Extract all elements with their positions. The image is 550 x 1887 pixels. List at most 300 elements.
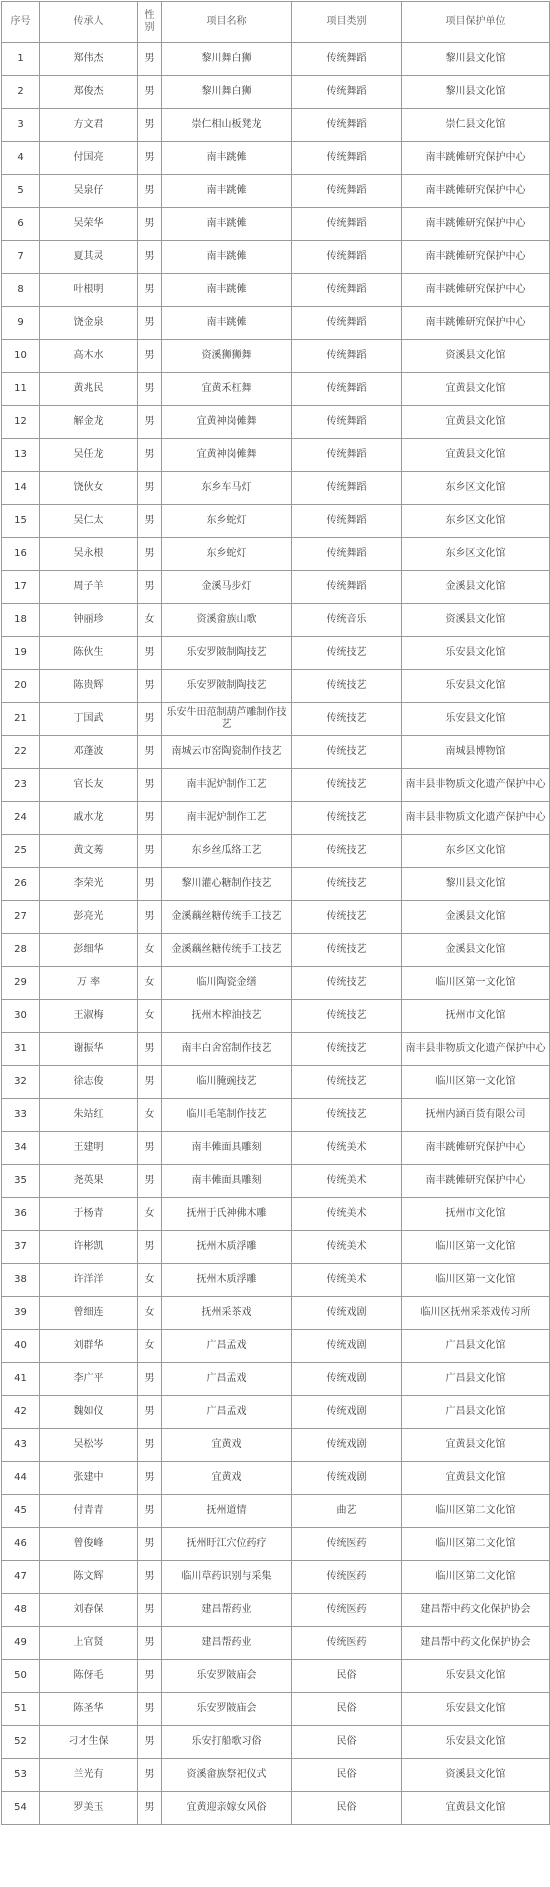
cell-gender: 男	[138, 835, 162, 868]
cell-project-name: 广昌孟戏	[162, 1363, 292, 1396]
cell-protection-unit: 黎川县文化馆	[402, 868, 550, 901]
cell-protection-unit: 乐安县文化馆	[402, 1660, 550, 1693]
cell-project-name: 建昌帮药业	[162, 1627, 292, 1660]
cell-project-category: 传统美术	[292, 1198, 402, 1231]
table-row	[2, 241, 550, 274]
cell-inheritor: 罗美玉	[40, 1792, 138, 1825]
cell-project-category: 民俗	[292, 1759, 402, 1792]
cell-project-name: 建昌帮药业	[162, 1594, 292, 1627]
cell-index: 26	[2, 868, 40, 901]
table-body	[2, 43, 550, 1825]
cell-index: 32	[2, 1066, 40, 1099]
cell-inheritor: 刘春保	[40, 1594, 138, 1627]
cell-protection-unit: 东乡区文化馆	[402, 538, 550, 571]
cell-index: 43	[2, 1429, 40, 1462]
cell-project-name: 抚州采茶戏	[162, 1297, 292, 1330]
cell-project-category: 传统舞蹈	[292, 472, 402, 505]
cell-gender: 男	[138, 1066, 162, 1099]
cell-gender: 男	[138, 571, 162, 604]
cell-project-name: 乐安罗陂庙会	[162, 1660, 292, 1693]
cell-inheritor: 曾细连	[40, 1297, 138, 1330]
table-row	[2, 571, 550, 604]
cell-project-category: 传统戏剧	[292, 1396, 402, 1429]
cell-protection-unit: 广昌县文化馆	[402, 1330, 550, 1363]
table-row	[2, 1396, 550, 1429]
cell-gender: 男	[138, 802, 162, 835]
cell-index: 28	[2, 934, 40, 967]
table-row	[2, 1000, 550, 1033]
cell-index: 13	[2, 439, 40, 472]
cell-project-name: 广昌孟戏	[162, 1330, 292, 1363]
cell-protection-unit: 临川区第二文化馆	[402, 1528, 550, 1561]
cell-gender: 男	[138, 1462, 162, 1495]
cell-gender: 男	[138, 1660, 162, 1693]
cell-project-category: 民俗	[292, 1660, 402, 1693]
cell-project-name: 黎川舞白狮	[162, 76, 292, 109]
cell-inheritor: 陈伙生	[40, 637, 138, 670]
cell-inheritor: 陈文辉	[40, 1561, 138, 1594]
table-row	[2, 472, 550, 505]
cell-project-name: 南丰白舍窑制作技艺	[162, 1033, 292, 1066]
table-row	[2, 538, 550, 571]
cell-project-name: 南丰跳傩	[162, 142, 292, 175]
cell-protection-unit: 广昌县文化馆	[402, 1363, 550, 1396]
table-row	[2, 1231, 550, 1264]
cell-index: 41	[2, 1363, 40, 1396]
cell-inheritor: 彭细华	[40, 934, 138, 967]
table-row	[2, 703, 550, 736]
cell-protection-unit: 抚州内涵百货有限公司	[402, 1099, 550, 1132]
cell-index: 40	[2, 1330, 40, 1363]
cell-protection-unit: 南丰跳傩研究保护中心	[402, 208, 550, 241]
table-row	[2, 769, 550, 802]
cell-index: 10	[2, 340, 40, 373]
cell-project-category: 传统戏剧	[292, 1297, 402, 1330]
cell-index: 49	[2, 1627, 40, 1660]
cell-inheritor: 陈贵辉	[40, 670, 138, 703]
cell-inheritor: 吴任龙	[40, 439, 138, 472]
cell-project-name: 南丰跳傩	[162, 208, 292, 241]
cell-inheritor: 李荣光	[40, 868, 138, 901]
cell-inheritor: 邓蓬波	[40, 736, 138, 769]
cell-inheritor: 钟丽珍	[40, 604, 138, 637]
table-row	[2, 505, 550, 538]
cell-project-category: 传统技艺	[292, 1099, 402, 1132]
cell-project-name: 资溪畲族祭祀仪式	[162, 1759, 292, 1792]
cell-protection-unit: 资溪县文化馆	[402, 604, 550, 637]
cell-index: 22	[2, 736, 40, 769]
cell-inheritor: 付青青	[40, 1495, 138, 1528]
cell-protection-unit: 临川区第二文化馆	[402, 1495, 550, 1528]
cell-gender: 男	[138, 1693, 162, 1726]
cell-inheritor: 谢振华	[40, 1033, 138, 1066]
cell-protection-unit: 建昌帮中药文化保护协会	[402, 1594, 550, 1627]
cell-project-category: 传统舞蹈	[292, 175, 402, 208]
cell-project-name: 乐安罗陂制陶技艺	[162, 670, 292, 703]
cell-gender: 男	[138, 406, 162, 439]
cell-project-category: 传统舞蹈	[292, 571, 402, 604]
cell-gender: 男	[138, 1132, 162, 1165]
table-row	[2, 1033, 550, 1066]
cell-index: 31	[2, 1033, 40, 1066]
cell-gender: 男	[138, 670, 162, 703]
cell-protection-unit: 建昌帮中药文化保护协会	[402, 1627, 550, 1660]
cell-inheritor: 许彬凯	[40, 1231, 138, 1264]
cell-project-name: 乐安打船歌习俗	[162, 1726, 292, 1759]
cell-index: 52	[2, 1726, 40, 1759]
table-row	[2, 802, 550, 835]
cell-index: 8	[2, 274, 40, 307]
cell-inheritor: 刘群华	[40, 1330, 138, 1363]
cell-project-category: 传统技艺	[292, 703, 402, 736]
cell-project-name: 临川陶瓷金缮	[162, 967, 292, 1000]
cell-inheritor: 戚水龙	[40, 802, 138, 835]
cell-protection-unit: 南丰跳傩研究保护中心	[402, 1165, 550, 1198]
cell-protection-unit: 南丰县非物质文化遗产保护中心	[402, 1033, 550, 1066]
cell-index: 4	[2, 142, 40, 175]
table-row	[2, 1528, 550, 1561]
cell-gender: 女	[138, 1264, 162, 1297]
cell-inheritor: 饶金泉	[40, 307, 138, 340]
cell-project-name: 抚州盱江穴位药疗	[162, 1528, 292, 1561]
cell-project-name: 抚州木质浮雕	[162, 1264, 292, 1297]
cell-project-name: 乐安罗陂制陶技艺	[162, 637, 292, 670]
cell-gender: 女	[138, 604, 162, 637]
cell-index: 3	[2, 109, 40, 142]
table-row	[2, 835, 550, 868]
cell-index: 54	[2, 1792, 40, 1825]
cell-project-category: 传统音乐	[292, 604, 402, 637]
table-row	[2, 1495, 550, 1528]
cell-inheritor: 官长友	[40, 769, 138, 802]
cell-index: 42	[2, 1396, 40, 1429]
cell-inheritor: 王建明	[40, 1132, 138, 1165]
cell-project-name: 黎川灌心糖制作技艺	[162, 868, 292, 901]
cell-project-name: 崇仁相山板凳龙	[162, 109, 292, 142]
cell-protection-unit: 金溪县文化馆	[402, 901, 550, 934]
cell-inheritor: 吴荣华	[40, 208, 138, 241]
table-row	[2, 43, 550, 76]
cell-index: 35	[2, 1165, 40, 1198]
cell-inheritor: 丁国武	[40, 703, 138, 736]
cell-protection-unit: 崇仁县文化馆	[402, 109, 550, 142]
cell-project-name: 乐安牛田范制葫芦雕制作技艺	[162, 703, 292, 736]
cell-protection-unit: 黎川县文化馆	[402, 43, 550, 76]
header-protection-unit: 项目保护单位	[402, 2, 550, 43]
cell-project-name: 临川草药识别与采集	[162, 1561, 292, 1594]
cell-project-category: 传统技艺	[292, 736, 402, 769]
cell-index: 33	[2, 1099, 40, 1132]
cell-index: 53	[2, 1759, 40, 1792]
cell-protection-unit: 南丰跳傩研究保护中心	[402, 241, 550, 274]
cell-protection-unit: 南丰跳傩研究保护中心	[402, 1132, 550, 1165]
table-row	[2, 1693, 550, 1726]
cell-gender: 男	[138, 1759, 162, 1792]
cell-index: 51	[2, 1693, 40, 1726]
cell-gender: 男	[138, 703, 162, 736]
cell-gender: 男	[138, 1495, 162, 1528]
table-row	[2, 1330, 550, 1363]
table-row	[2, 934, 550, 967]
cell-protection-unit: 乐安县文化馆	[402, 703, 550, 736]
cell-index: 29	[2, 967, 40, 1000]
header-index: 序号	[2, 2, 40, 43]
cell-inheritor: 吴永根	[40, 538, 138, 571]
cell-index: 2	[2, 76, 40, 109]
cell-inheritor: 彭亮光	[40, 901, 138, 934]
cell-inheritor: 魏如仪	[40, 1396, 138, 1429]
table-row	[2, 373, 550, 406]
cell-project-category: 传统戏剧	[292, 1462, 402, 1495]
cell-inheritor: 陈伢毛	[40, 1660, 138, 1693]
cell-project-name: 东乡车马灯	[162, 472, 292, 505]
cell-project-category: 传统舞蹈	[292, 307, 402, 340]
cell-gender: 男	[138, 472, 162, 505]
cell-index: 9	[2, 307, 40, 340]
cell-index: 45	[2, 1495, 40, 1528]
cell-inheritor: 徐志俊	[40, 1066, 138, 1099]
cell-protection-unit: 东乡区文化馆	[402, 505, 550, 538]
cell-inheritor: 尧英果	[40, 1165, 138, 1198]
cell-inheritor: 付国亮	[40, 142, 138, 175]
cell-index: 6	[2, 208, 40, 241]
cell-gender: 女	[138, 1000, 162, 1033]
cell-project-category: 传统舞蹈	[292, 76, 402, 109]
cell-gender: 男	[138, 1792, 162, 1825]
cell-protection-unit: 黎川县文化馆	[402, 76, 550, 109]
cell-inheritor: 周子羊	[40, 571, 138, 604]
table-row	[2, 1462, 550, 1495]
table-row	[2, 1429, 550, 1462]
cell-project-category: 传统技艺	[292, 637, 402, 670]
table-row	[2, 340, 550, 373]
cell-index: 37	[2, 1231, 40, 1264]
cell-inheritor: 高木水	[40, 340, 138, 373]
cell-protection-unit: 乐安县文化馆	[402, 1726, 550, 1759]
cell-gender: 男	[138, 1561, 162, 1594]
cell-inheritor: 郑伟杰	[40, 43, 138, 76]
cell-index: 21	[2, 703, 40, 736]
table-row	[2, 406, 550, 439]
cell-inheritor: 吴仁太	[40, 505, 138, 538]
cell-index: 16	[2, 538, 40, 571]
table-header-row	[2, 2, 550, 43]
cell-project-name: 临川腌豌技艺	[162, 1066, 292, 1099]
cell-project-name: 临川毛笔制作技艺	[162, 1099, 292, 1132]
cell-protection-unit: 南丰跳傩研究保护中心	[402, 175, 550, 208]
cell-inheritor: 陈圣华	[40, 1693, 138, 1726]
cell-project-name: 金溪马步灯	[162, 571, 292, 604]
cell-project-category: 传统美术	[292, 1264, 402, 1297]
table-row	[2, 1165, 550, 1198]
cell-index: 19	[2, 637, 40, 670]
cell-project-category: 传统医药	[292, 1528, 402, 1561]
cell-protection-unit: 乐安县文化馆	[402, 1693, 550, 1726]
cell-project-name: 乐安罗陂庙会	[162, 1693, 292, 1726]
cell-project-name: 南丰跳傩	[162, 274, 292, 307]
cell-index: 27	[2, 901, 40, 934]
cell-protection-unit: 临川区抚州采茶戏传习所	[402, 1297, 550, 1330]
cell-project-category: 传统美术	[292, 1132, 402, 1165]
cell-inheritor: 王淑梅	[40, 1000, 138, 1033]
cell-inheritor: 刁才生保	[40, 1726, 138, 1759]
cell-index: 12	[2, 406, 40, 439]
cell-project-category: 传统技艺	[292, 1033, 402, 1066]
cell-project-name: 广昌孟戏	[162, 1396, 292, 1429]
cell-gender: 男	[138, 901, 162, 934]
cell-gender: 男	[138, 241, 162, 274]
table-row	[2, 1264, 550, 1297]
cell-gender: 男	[138, 373, 162, 406]
cell-project-category: 传统舞蹈	[292, 43, 402, 76]
cell-gender: 男	[138, 307, 162, 340]
table-row	[2, 1198, 550, 1231]
cell-gender: 男	[138, 1429, 162, 1462]
cell-project-category: 传统美术	[292, 1165, 402, 1198]
cell-project-name: 宜黄禾杠舞	[162, 373, 292, 406]
cell-project-category: 传统戏剧	[292, 1429, 402, 1462]
cell-gender: 男	[138, 274, 162, 307]
cell-project-name: 南城云市窑陶瓷制作技艺	[162, 736, 292, 769]
cell-gender: 男	[138, 43, 162, 76]
cell-project-category: 传统舞蹈	[292, 241, 402, 274]
cell-index: 39	[2, 1297, 40, 1330]
cell-index: 48	[2, 1594, 40, 1627]
cell-project-name: 南丰跳傩	[162, 175, 292, 208]
cell-protection-unit: 临川区第一文化馆	[402, 1231, 550, 1264]
cell-gender: 男	[138, 1363, 162, 1396]
cell-project-name: 黎川舞白狮	[162, 43, 292, 76]
cell-project-category: 传统舞蹈	[292, 340, 402, 373]
cell-protection-unit: 宜黄县文化馆	[402, 1792, 550, 1825]
cell-protection-unit: 临川区第一文化馆	[402, 1264, 550, 1297]
cell-project-name: 资溪畲族山歌	[162, 604, 292, 637]
cell-inheritor: 解金龙	[40, 406, 138, 439]
header-project-name: 项目名称	[162, 2, 292, 43]
cell-protection-unit: 临川区第二文化馆	[402, 1561, 550, 1594]
cell-gender: 男	[138, 1033, 162, 1066]
cell-index: 18	[2, 604, 40, 637]
table-row	[2, 637, 550, 670]
table-row	[2, 604, 550, 637]
cell-project-name: 南丰跳傩	[162, 307, 292, 340]
cell-inheritor: 饶伙女	[40, 472, 138, 505]
cell-project-name: 宜黄戏	[162, 1462, 292, 1495]
cell-gender: 男	[138, 208, 162, 241]
cell-project-category: 传统戏剧	[292, 1363, 402, 1396]
table-row	[2, 142, 550, 175]
cell-project-name: 宜黄神岗傩舞	[162, 439, 292, 472]
cell-protection-unit: 金溪县文化馆	[402, 571, 550, 604]
table-row	[2, 307, 550, 340]
table-row	[2, 1066, 550, 1099]
cell-gender: 女	[138, 1198, 162, 1231]
cell-protection-unit: 资溪县文化馆	[402, 340, 550, 373]
cell-protection-unit: 宜黄县文化馆	[402, 1429, 550, 1462]
cell-gender: 男	[138, 505, 162, 538]
cell-gender: 女	[138, 967, 162, 1000]
cell-project-name: 宜黄神岗傩舞	[162, 406, 292, 439]
cell-gender: 男	[138, 1627, 162, 1660]
cell-project-category: 传统医药	[292, 1594, 402, 1627]
cell-protection-unit: 南城县博物馆	[402, 736, 550, 769]
table-row	[2, 868, 550, 901]
cell-protection-unit: 宜黄县文化馆	[402, 373, 550, 406]
cell-project-category: 传统医药	[292, 1561, 402, 1594]
cell-index: 7	[2, 241, 40, 274]
cell-project-category: 传统美术	[292, 1231, 402, 1264]
cell-index: 44	[2, 1462, 40, 1495]
cell-project-name: 东乡蛇灯	[162, 538, 292, 571]
cell-project-category: 传统技艺	[292, 868, 402, 901]
cell-protection-unit: 抚州市文化馆	[402, 1198, 550, 1231]
cell-project-name: 金溪藕丝糖传统手工技艺	[162, 934, 292, 967]
cell-project-category: 传统舞蹈	[292, 505, 402, 538]
cell-project-category: 传统舞蹈	[292, 142, 402, 175]
cell-gender: 男	[138, 769, 162, 802]
cell-project-category: 传统技艺	[292, 802, 402, 835]
table-row	[2, 670, 550, 703]
cell-inheritor: 叶根明	[40, 274, 138, 307]
heritage-inheritors-table	[1, 1, 550, 1825]
cell-gender: 男	[138, 439, 162, 472]
cell-project-category: 传统技艺	[292, 1000, 402, 1033]
table-row	[2, 1297, 550, 1330]
cell-gender: 男	[138, 1165, 162, 1198]
cell-index: 24	[2, 802, 40, 835]
cell-gender: 女	[138, 1330, 162, 1363]
table-row	[2, 901, 550, 934]
cell-gender: 男	[138, 175, 162, 208]
cell-index: 17	[2, 571, 40, 604]
cell-inheritor: 吴泉仔	[40, 175, 138, 208]
header-gender: 性别	[138, 2, 162, 43]
cell-project-category: 传统舞蹈	[292, 109, 402, 142]
cell-inheritor: 方文君	[40, 109, 138, 142]
table-row	[2, 736, 550, 769]
cell-project-category: 传统舞蹈	[292, 274, 402, 307]
cell-gender: 男	[138, 340, 162, 373]
cell-index: 23	[2, 769, 40, 802]
cell-inheritor: 郑俊杰	[40, 76, 138, 109]
cell-protection-unit: 宜黄县文化馆	[402, 439, 550, 472]
cell-project-category: 民俗	[292, 1693, 402, 1726]
cell-protection-unit: 乐安县文化馆	[402, 637, 550, 670]
cell-project-name: 南丰傩面具雕刻	[162, 1132, 292, 1165]
cell-project-name: 抚州木榨油技艺	[162, 1000, 292, 1033]
table-row	[2, 208, 550, 241]
cell-index: 34	[2, 1132, 40, 1165]
table-row	[2, 439, 550, 472]
table-row	[2, 1132, 550, 1165]
table-row	[2, 1660, 550, 1693]
table-row	[2, 1099, 550, 1132]
cell-project-name: 抚州道情	[162, 1495, 292, 1528]
cell-protection-unit: 乐安县文化馆	[402, 670, 550, 703]
cell-gender: 男	[138, 538, 162, 571]
cell-gender: 男	[138, 1594, 162, 1627]
table-row	[2, 274, 550, 307]
cell-inheritor: 曾俊峰	[40, 1528, 138, 1561]
cell-protection-unit: 南丰跳傩研究保护中心	[402, 142, 550, 175]
cell-gender: 女	[138, 934, 162, 967]
cell-index: 36	[2, 1198, 40, 1231]
cell-inheritor: 于杨青	[40, 1198, 138, 1231]
cell-index: 25	[2, 835, 40, 868]
cell-project-name: 宜黄戏	[162, 1429, 292, 1462]
cell-protection-unit: 金溪县文化馆	[402, 934, 550, 967]
cell-project-category: 民俗	[292, 1726, 402, 1759]
